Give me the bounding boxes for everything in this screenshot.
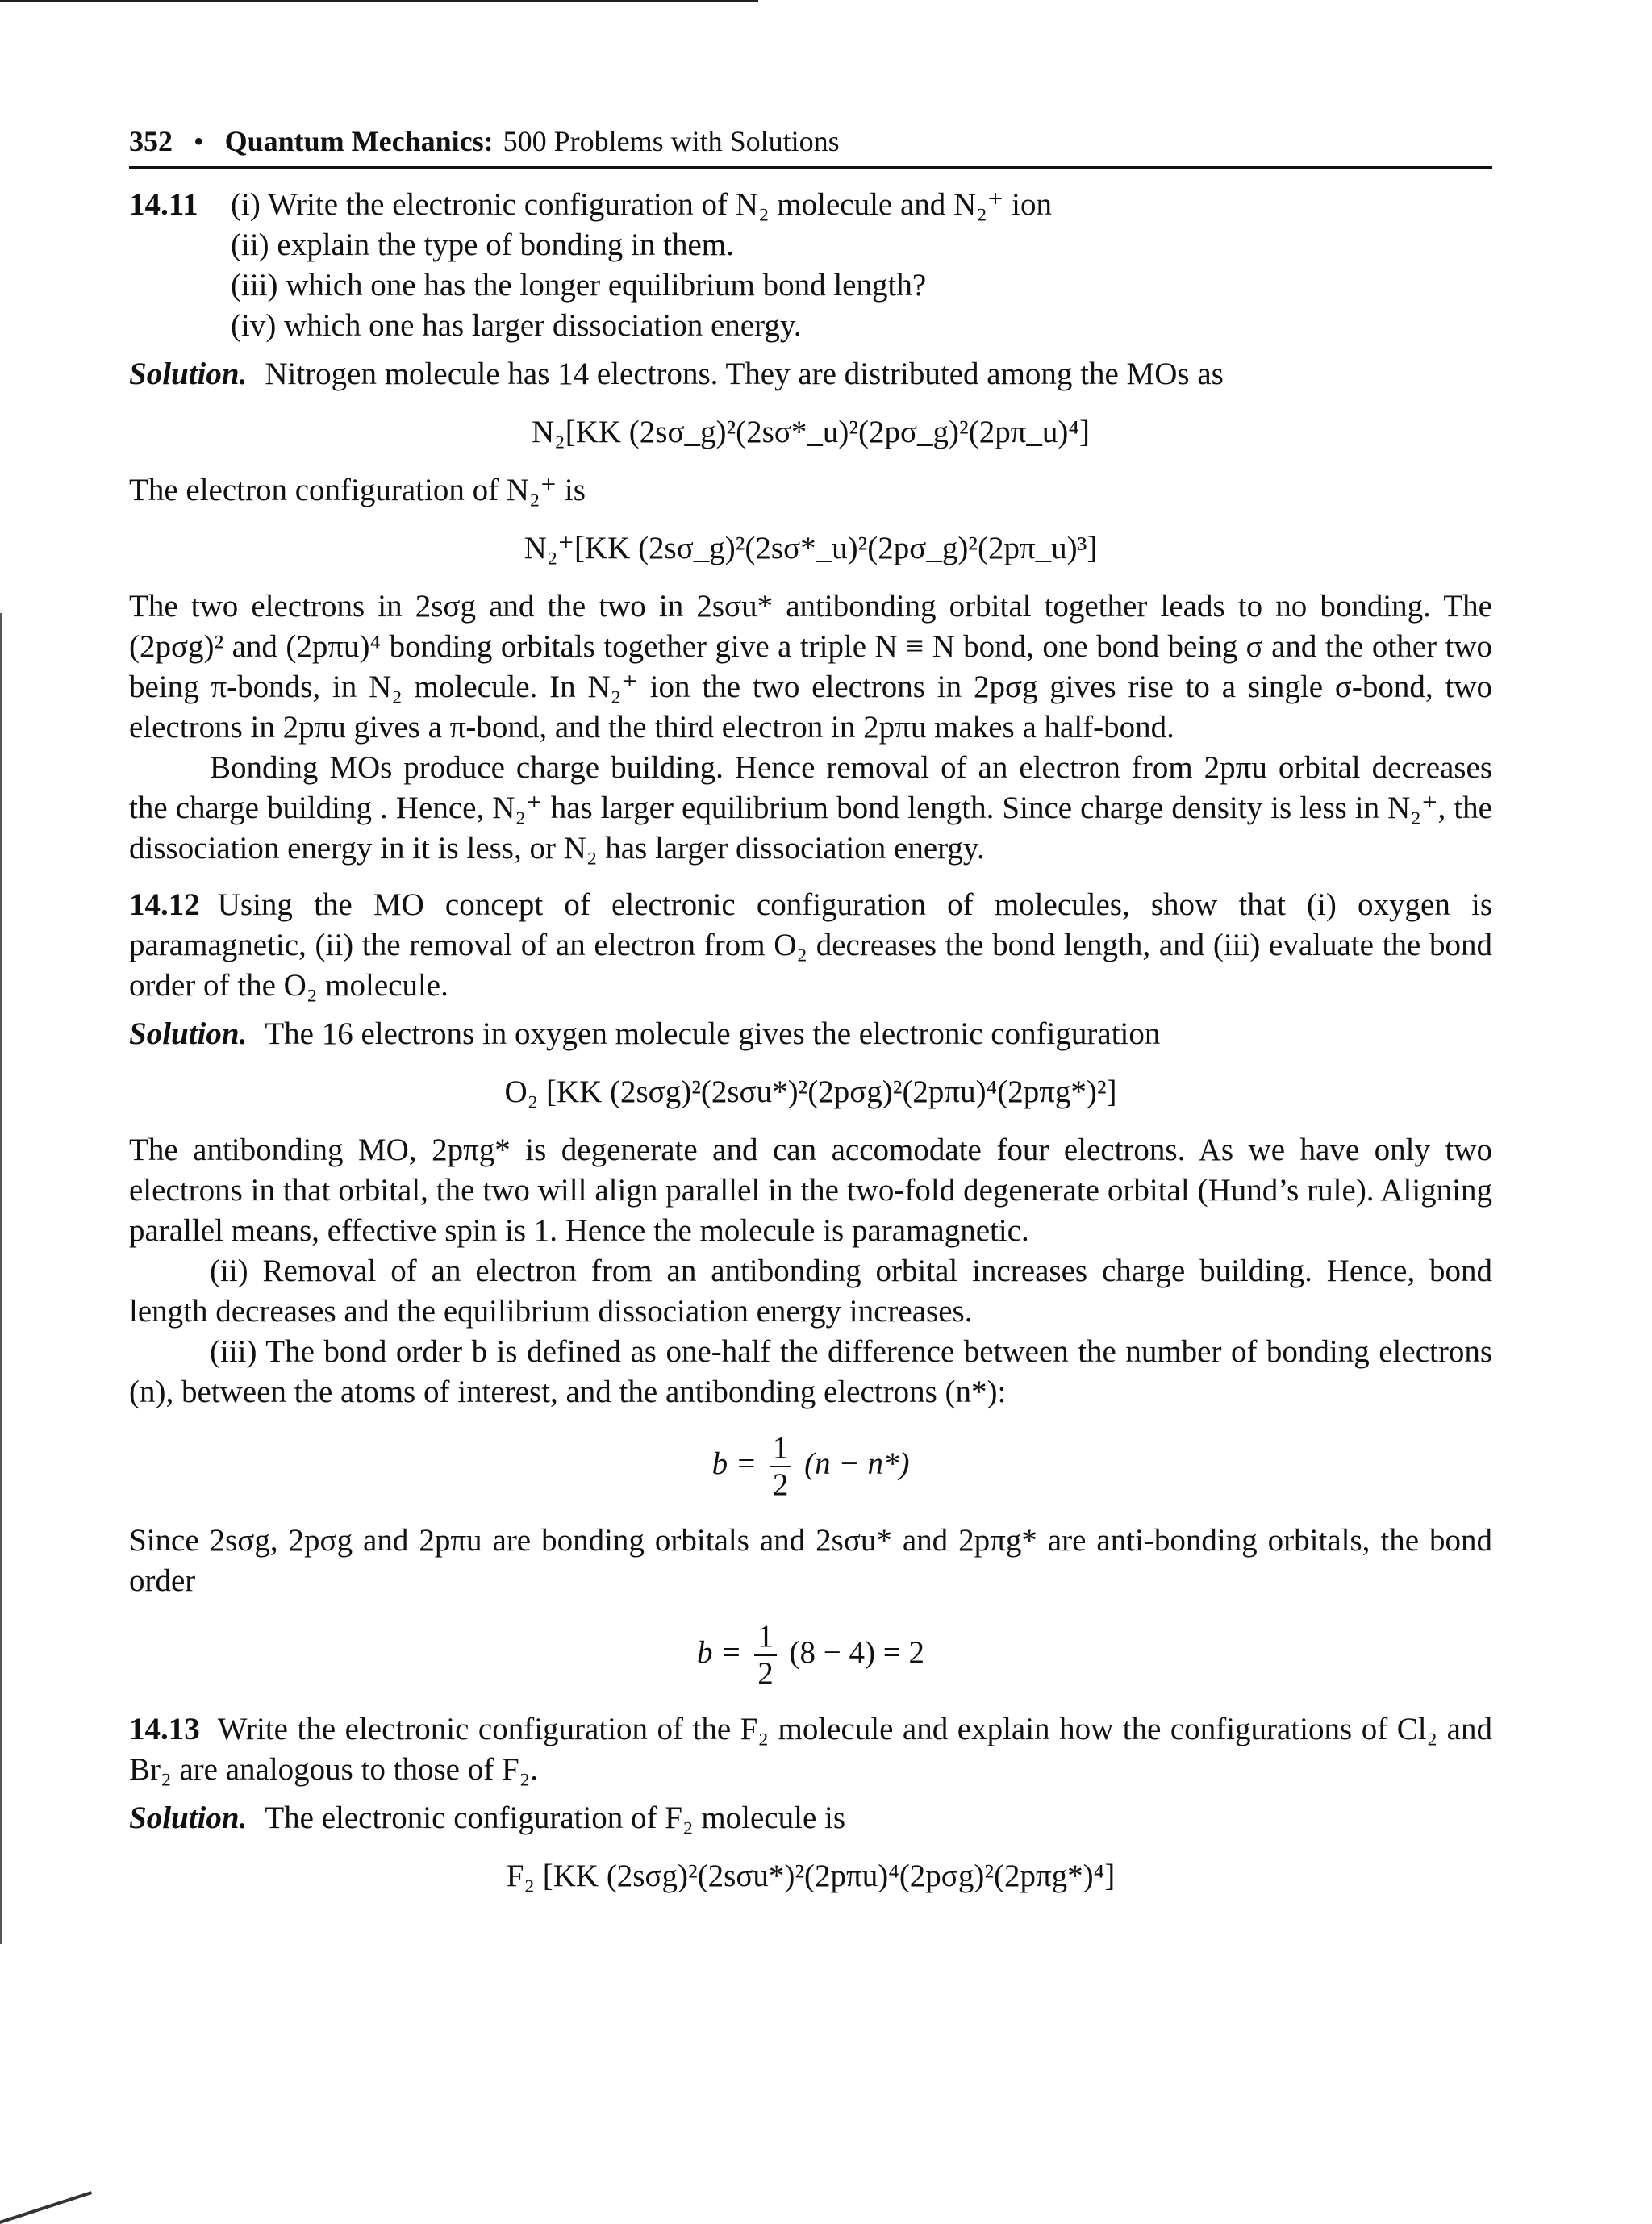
solution-intro: The electronic configuration of F₂ molecule is bbox=[265, 1800, 846, 1835]
solution-label: Solution. bbox=[129, 357, 248, 391]
paragraph: Bonding MOs produce charge building. Hence removal of an electron from 2pπu orbital decreases the charge building . Hence, N₂⁺ has larger equilibrium bond length. Since charge density is less in N₂⁺, the dissociation energy in it is less, or N₂ has larger dissociation energy. bbox=[129, 750, 1492, 866]
fraction-numerator: 1 bbox=[770, 1430, 792, 1467]
running-header bbox=[129, 121, 1492, 169]
solution-label: Solution. bbox=[129, 1016, 248, 1051]
problem-part: (iii) which one has the longer equilibrium bond length? bbox=[231, 268, 927, 303]
problem-number: 14.13 bbox=[129, 1712, 200, 1746]
problem-part: (iv) which one has larger dissociation energy. bbox=[231, 308, 802, 343]
eq-rhs: (8 − 4) = 2 bbox=[789, 1634, 925, 1670]
scan-edge-left bbox=[0, 613, 2, 1944]
equation-o2-config: O₂ [KK (2sσg)²(2sσu*)²(2pσg)²(2pπu)⁴(2pπg*)²] bbox=[504, 1074, 1117, 1109]
equation-n2plus-config: N₂⁺[KK (2sσ_g)²(2sσ*_u)²(2pσ_g)²(2pπ_u)³] bbox=[524, 531, 1098, 565]
equation-f2-config: F₂ [KK (2sσg)²(2sσu*)²(2pπu)⁴(2pσg)²(2pπg*)⁴] bbox=[506, 1859, 1116, 1893]
paragraph: (ii) Removal of an electron from an antibonding orbital increases charge building. Hence, bond length decreases and the equilibrium dissociation energy increases. bbox=[129, 1254, 1492, 1329]
problem-question: Write the electronic configuration of the F₂ molecule and explain how the configurations of Cl₂ and Br₂ are analogous to those of F₂. bbox=[129, 1712, 1492, 1787]
scan-corner-mark bbox=[0, 2191, 92, 2224]
equation-bond-order-value bbox=[129, 1619, 1492, 1692]
eq-rhs: (n − n*) bbox=[804, 1446, 910, 1481]
problem-part: (ii) explain the type of bonding in them. bbox=[231, 227, 734, 262]
problem-number: 14.12 bbox=[129, 887, 200, 922]
book-subtitle: 500 Problems with Solutions bbox=[503, 125, 840, 157]
problem-parts bbox=[231, 185, 1052, 346]
problem-number: 14.11 bbox=[129, 187, 198, 222]
scan-edge-top bbox=[0, 0, 758, 2]
header-bullet: • bbox=[194, 125, 204, 157]
paragraph: (iii) The bond order b is defined as one-half the difference between the number of bonding electrons (n), between the atoms of interest, and the antibonding electrons (n*): bbox=[129, 1334, 1492, 1409]
book-page bbox=[129, 121, 1492, 1914]
equation-n2-config: N₂[KK (2sσ_g)²(2sσ*_u)²(2pσ_g)²(2pπ_u)⁴] bbox=[531, 415, 1090, 449]
solution-intro: The 16 electrons in oxygen molecule gives the electronic configuration bbox=[265, 1016, 1161, 1051]
equation-bond-order-def bbox=[129, 1430, 1492, 1503]
paragraph: The two electrons in 2sσg and the two in 2sσu* antibonding orbital together leads to no bonding. The (2pσg)² and (2pπu)⁴ bonding orbitals together give a triple N ≡ N bond, one bond being σ and the other two being π-bonds, in N₂ molecule. In N₂⁺ ion the two electrons in 2pσg gives rise to a single σ-bond, two electrons in 2pπu gives a π-bond, and the third electron in 2pπu makes a half-bond. bbox=[129, 589, 1492, 745]
config-lead: The electron configuration of N₂⁺ is bbox=[129, 473, 586, 507]
fraction-half bbox=[770, 1430, 792, 1503]
problem-14-13 bbox=[129, 1709, 1492, 1896]
solution-label: Solution. bbox=[129, 1800, 248, 1835]
paragraph: The antibonding MO, 2pπg* is degenerate and can accomodate four electrons. As we have only two electrons in that orbital, the two will align parallel in the two-fold degenerate orbital (Hund’s rule). Aligning parallel means, effective spin is 1. Hence the molecule is paramagnetic. bbox=[129, 1133, 1492, 1248]
fraction-half bbox=[754, 1619, 777, 1692]
problem-14-12 bbox=[129, 885, 1492, 1692]
problem-part: (i) Write the electronic configuration of N₂ molecule and N₂⁺ ion bbox=[231, 187, 1052, 222]
solution-intro: Nitrogen molecule has 14 electrons. They are distributed among the MOs as bbox=[265, 357, 1224, 391]
book-title: Quantum Mechanics: bbox=[224, 125, 494, 157]
problem-question: Using the MO concept of electronic configuration of molecules, show that (i) oxygen is paramagnetic, (ii) the removal of an electron from O₂ decreases the bond length, and (iii) evaluate the bond order of the O₂ molecule. bbox=[129, 887, 1492, 1003]
paragraph: Since 2sσg, 2pσg and 2pπu are bonding orbitals and 2sσu* and 2pπg* are anti-bonding orbitals, the bond order bbox=[129, 1523, 1492, 1598]
fraction-numerator: 1 bbox=[754, 1619, 777, 1656]
eq-lhs: b = bbox=[711, 1446, 757, 1481]
page-number: 352 bbox=[129, 125, 173, 157]
fraction-denominator: 2 bbox=[772, 1467, 789, 1502]
eq-lhs: b = bbox=[696, 1634, 742, 1670]
problem-14-11 bbox=[129, 185, 1492, 869]
fraction-denominator: 2 bbox=[757, 1656, 774, 1691]
